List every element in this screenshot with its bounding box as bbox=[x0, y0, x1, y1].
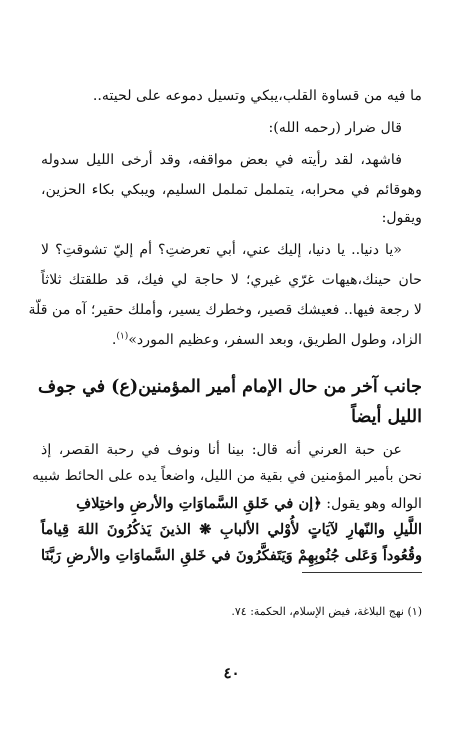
text-line-1: ما فيه من قساوة القلب،يبكي وتسيل دموعه على لحيته.. bbox=[92, 88, 422, 104]
para2-line-3 bbox=[41, 494, 422, 514]
quran-line-3: وقُعُوداً وَعَلى جُنُوبِهِمْ وَيَتَفكَّرُونَ في خَلقِ السَّماوَاتِ والأرضِ رَبَّنَا bbox=[41, 547, 422, 564]
quran-line-2: اللَّيلِ والنّهارِ لآيَاتٍ لأُوْلي الألبابِ ❋ الذينَ يَذكُرُونَ اللهَ قِياماً bbox=[41, 521, 422, 538]
text-line-5: ويقول: bbox=[381, 210, 422, 226]
quote-line-1: «يا دنيا.. يا دنيا، إليك عني، أبي تعرضتِ؟ أم إليّ تشوقتِ؟ لا bbox=[41, 242, 402, 258]
quote-line-3: لا رجعة فيها.. فعيشك قصير، وخطرك يسير، وأملك حقير؛ آه من قلّة bbox=[28, 302, 422, 318]
quote-line-4-text: الزاد، وطول الطريق، وبعد السفر، وعظيم المورد» bbox=[128, 332, 422, 348]
para2-line-3-text: الواله وهو يقول: bbox=[326, 496, 422, 512]
text-line-4: وهوقائم في محرابه، يتململ تململ السليم، ويبكي بكاء الحزين، bbox=[41, 182, 422, 198]
quote-line-4: الزاد، وطول الطريق، وبعد السفر، وعظيم المورد»$^{(١)}$. bbox=[111, 331, 422, 348]
section-heading-line-2: الليل أيضاً bbox=[351, 407, 422, 427]
footnote-divider bbox=[302, 572, 422, 573]
section-heading-line-1: جانب آخر من حال الإمام أمير المؤمنين(ع) في جوف bbox=[38, 377, 422, 397]
footnote-marker: (١) bbox=[116, 331, 129, 342]
text-line-3: فاشهد، لقد رأيته في بعض مواقفه، وقد أرخى الليل سدوله bbox=[41, 152, 402, 168]
footnote: (١) نهج البلاغة، فيض الإسلام، الحكمة: ٧٤. bbox=[231, 605, 422, 618]
text-line-2: قال ضرار (رحمه الله): bbox=[268, 120, 402, 136]
quote-line-2: حان حينك،هيهات غرّي غيري؛ لا حاجة لي فيك، قد طلقتك ثلاثاً bbox=[41, 272, 422, 288]
para2-line-1: عن حبة العرني أنه قال: بينا أنا ونوف في رحبة القصر، إذ bbox=[41, 442, 402, 458]
page-number: ٤٠ bbox=[223, 664, 240, 682]
quran-line-1: ﴿إن في خَلقِ السَّماوَاتِ والأرضِ واختِلافِ bbox=[76, 495, 322, 512]
para2-line-2: نحن بأمير المؤمنين في بقية من الليل، واضعاً يده على الحائط شبيه bbox=[32, 468, 422, 484]
